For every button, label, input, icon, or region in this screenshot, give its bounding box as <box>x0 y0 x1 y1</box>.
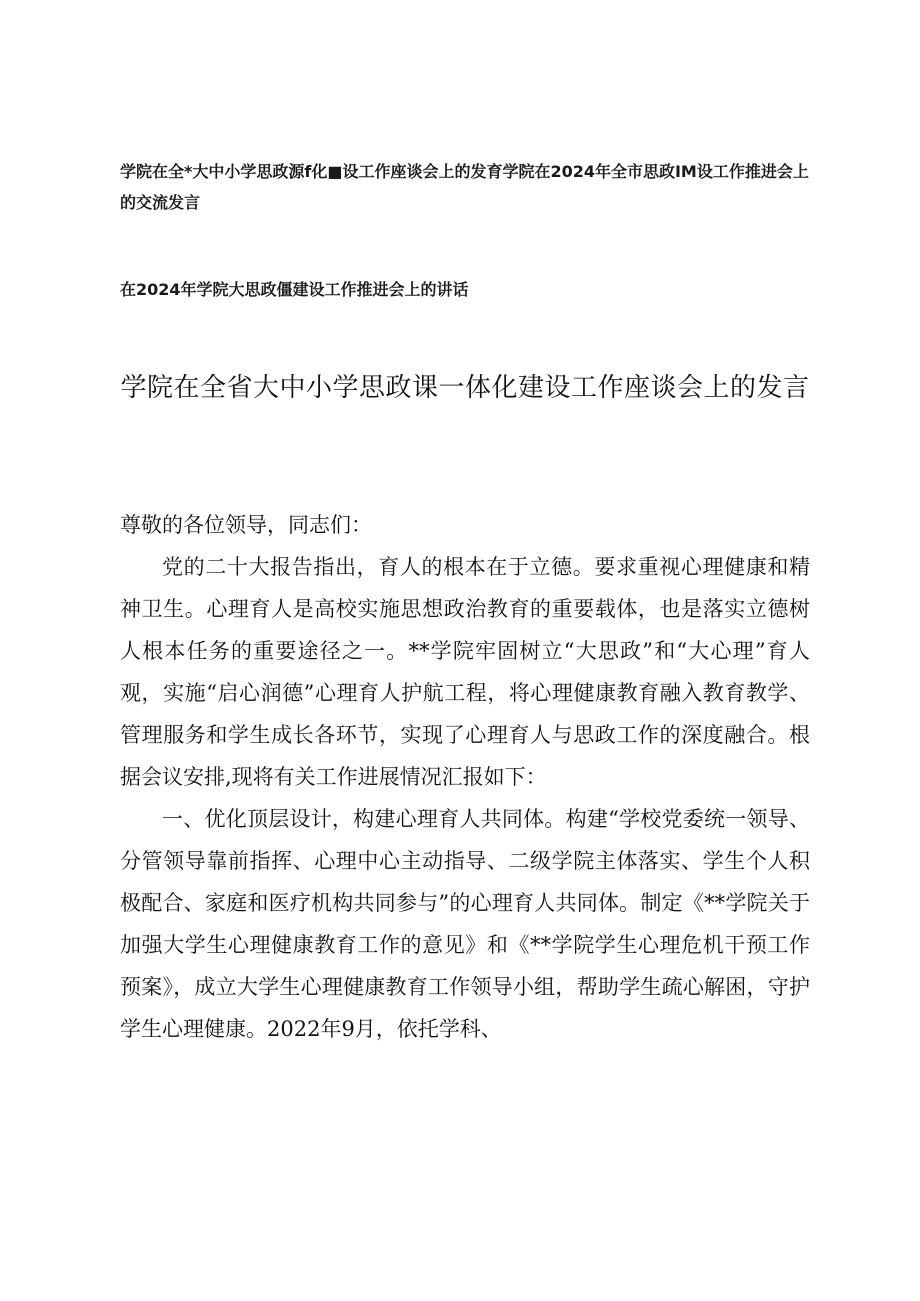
toc-entry-1: 学院在全*大中小学思政源f化■设工作座谈会上的发育学院在2024年全市思政IM设工作推进会上的交流发言 <box>120 162 809 212</box>
paragraph-intro: 党的二十大报告指出，育人的根本在于立德。要求重视心理健康和精神卫生。心理育人是高校实施思想政治教育的重要载体，也是落实立德树人根本任务的重要途径之一。**学院牢固树立“大思政”和“大心理”育人观，实施“启心润德”心理育人护航工程，将心理健康教育融入教育教学、管理服务和学生成长各环节，实现了心理育人与思政工作的深度融合。根据会议安排,现将有关工作进展情况汇报如下： <box>120 555 810 789</box>
document-body <box>120 504 810 1050</box>
salutation: 尊敬的各位领导，同志们： <box>120 513 372 537</box>
paragraph-section-1: 一、优化顶层设计，构建心理育人共同体。构建“学校党委统一领导、分管领导靠前指挥、心理中心主动指导、二级学院主体落实、学生个人积极配合、家庭和医疗机构共同参与”的心理育人共同体。制定《**学院关于加强大学生心理健康教育工作的意见》和《**学院学生心理危机干预工作预案》，成立大学生心理健康教育工作领导小组，帮助学生疏心解困，守护学生心理健康。2022年9月，依托学科、 <box>120 807 810 1041</box>
document-title: 学院在全省大中小学思政课一体化建设工作座谈会上的发言 <box>120 373 810 403</box>
toc-entry-2: 在2024年学院大思政僵建设工作推进会上的讲话 <box>120 280 469 299</box>
